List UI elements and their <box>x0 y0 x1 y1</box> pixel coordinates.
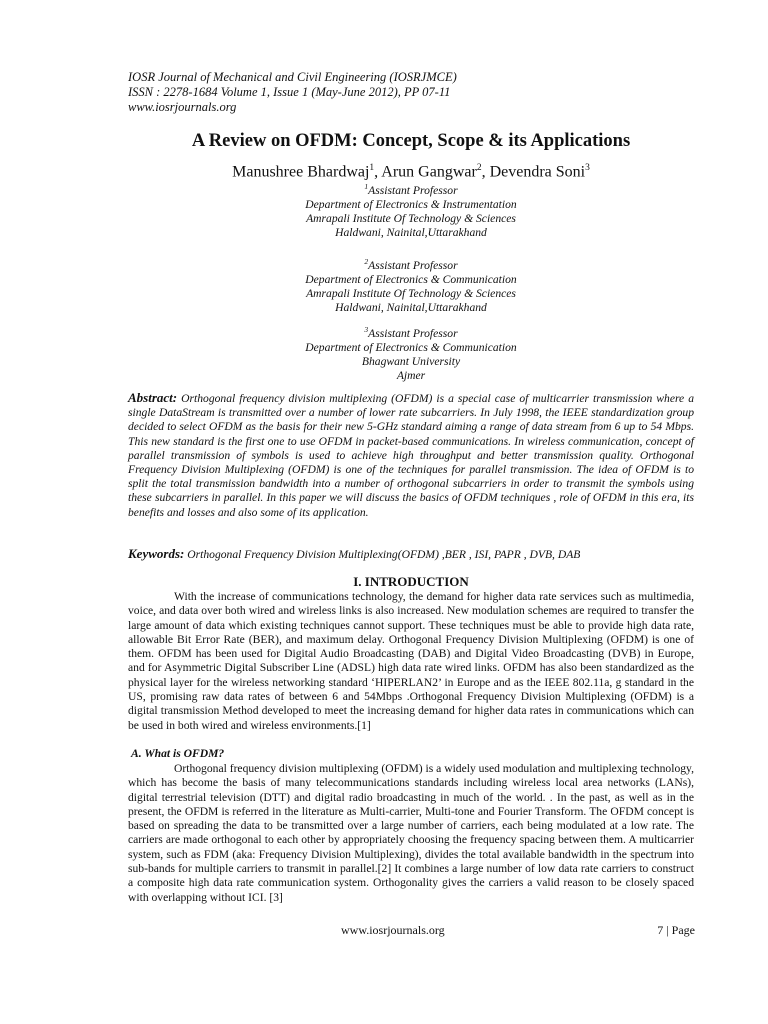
abstract-label: Abstract: <box>128 390 178 405</box>
affiliation-role <box>0 180 768 198</box>
affiliation-block <box>0 323 768 383</box>
journal-issn: ISSN : 2278-1684 Volume 1, Issue 1 (May-June 2012), PP 07-11 <box>128 85 451 99</box>
keywords <box>128 546 694 562</box>
author-name: Arun Gangwar <box>381 163 477 181</box>
affiliation-superscript: 2 <box>364 257 369 266</box>
journal-url[interactable]: www.iosrjournals.org <box>128 100 237 114</box>
author-name: Devendra Soni <box>489 163 586 181</box>
page-number: 7 | Page <box>657 923 695 937</box>
affiliation-role <box>0 255 768 273</box>
affiliation-superscript: 3 <box>364 325 369 334</box>
author-list <box>0 163 768 181</box>
affiliation-line: Department of Electronics & Instrumentation <box>305 197 517 211</box>
affiliation-role <box>0 323 768 341</box>
journal-name: IOSR Journal of Mechanical and Civil Engineering (IOSRJMCE) <box>128 70 457 84</box>
affiliation-block <box>0 255 768 315</box>
paragraph: Orthogonal frequency division multiplexing (OFDM) is a widely used modulation and multiplexing technology, which has become the basis of many telecommunications standards including wireless local area networks (LANs), digital terrestrial television (DTT) and digital radio broadcasting in much of the world. . In the past, as well as in the present, the OFDM is referred in the literature as Multi-carrier, Multi-tone and Fourier Transform. The OFDM concept is based on spreading the data to be transmitted over a large number of carriers, each being modulated at a low rate. The carriers are made orthogonal to each other by appropriately choosing the frequency spacing between them. A multicarrier system, such as FDM (aka: Frequency Division Multiplexing), divides the total available bandwidth in the spectrum into sub-bands for multiple carriers to transmit in parallel.[2] It combines a large number of low data rate carriers to construct a composite high data rate communication system. Orthogonality gives the carriers a valid reason to be closely spaced with overlapping without ICI. [3] <box>128 762 694 904</box>
affiliation-line: Haldwani, Nainital,Uttarakhand <box>335 225 487 239</box>
subsection-heading: A. What is OFDM? <box>131 747 225 760</box>
author-superscript: 2 <box>476 163 482 173</box>
affiliation-line: Ajmer <box>396 368 426 382</box>
author-superscript: 1 <box>369 163 375 173</box>
introduction-body <box>128 590 694 733</box>
author-separator: , <box>374 163 382 181</box>
keywords-text: Orthogonal Frequency Division Multiplexing(OFDM) ,BER , ISI, PAPR , DVB, DAB <box>187 548 581 561</box>
paragraph: With the increase of communications technology, the demand for higher data rate services such as multimedia, voice, and data over both wired and wireless links is also increased. New modulation schemes are required to transfer the large amount of data which existing techniques cannot support. These techniques must be able to provide high data rate, allowable Bit Error Rate (BER), and maximum delay. Orthogonal Frequency Division Multiplexing (OFDM) is one of them. OFDM has been used for Digital Audio Broadcasting (DAB) and Digital Video Broadcasting (DVB) in Europe, and for Asymmetric Digital Subscriber Line (ADSL) high data rate wired links. OFDM has also been standardized as the physical layer for the wireless networking standard ‘HIPERLAN2’ in Europe and as the IEEE 802.11a, g standard in the US, promising raw data rates of between 6 and 54Mbps .Orthogonal Frequency Division Multiplexing (OFDM) is a digital transmission Method developed to meet the increasing demand for higher data rates in communications which can be used in both wired and wireless environments.[1] <box>128 590 694 732</box>
footer-url[interactable]: www.iosrjournals.org <box>341 923 445 937</box>
paper-title: A Review on OFDM: Concept, Scope & its Applications <box>191 131 631 151</box>
affiliation-line: Department of Electronics & Communication <box>305 340 517 354</box>
keywords-label: Keywords: <box>128 546 185 561</box>
affiliation-line: Bhagwant University <box>361 354 461 368</box>
author-superscript: 3 <box>585 163 590 173</box>
affiliation-line: Department of Electronics & Communication <box>305 272 517 286</box>
author-separator: , <box>481 163 490 181</box>
abstract <box>128 391 694 520</box>
affiliation-line: Amrapali Institute Of Technology & Sciences <box>306 211 516 225</box>
abstract-text: Orthogonal frequency division multiplexing (OFDM) is a special case of multicarrier transmission where a single DataStream is transmitted over a number of lower rate subcarriers. In July 1998, the IEEE standardization group decided to select OFDM as the basis for their new 5-GHz standard aiming a range of data stream from 6 up to 54 Mbps. This new standard is the first one to use OFDM in packet-based communications. In wireless communication, concept of parallel transmission of symbols is used to achieve high throughput and better transmission quality. Orthogonal Frequency Division Multiplexing (OFDM) is one of the techniques for parallel transmission. The idea of OFDM is to split the total transmission bandwidth into a number of orthogonal subcarriers in order to transmit the symbols using these subcarriers in parallel. In this paper we will discuss the basics of OFDM techniques , role of OFDM in this era, its benefits and losses and also some of its application. <box>128 392 694 519</box>
author-name: Manushree Bhardwaj <box>232 163 370 181</box>
subsection-body <box>128 762 694 905</box>
affiliation-role-text: Assistant Professor <box>368 183 458 197</box>
affiliation-role-text: Assistant Professor <box>368 326 458 340</box>
section-heading-introduction: I. INTRODUCTION <box>353 574 469 589</box>
affiliation-superscript: 1 <box>364 182 369 191</box>
journal-header <box>128 70 457 115</box>
affiliation-role-text: Assistant Professor <box>368 258 458 272</box>
affiliation-line: Amrapali Institute Of Technology & Sciences <box>306 286 516 300</box>
affiliation-line: Haldwani, Nainital,Uttarakhand <box>335 300 487 314</box>
affiliation-block <box>0 180 768 240</box>
